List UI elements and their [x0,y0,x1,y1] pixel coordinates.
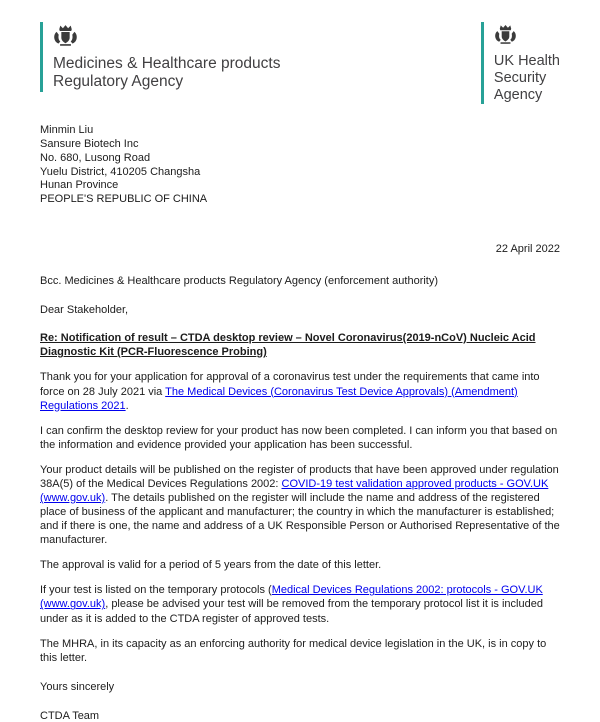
paragraph-mhra-copy: The MHRA, in its capacity as an enforcing authority for medical device legislation in the UK, is in copy to this letter. [40,637,547,664]
royal-crest-icon [494,24,560,49]
paragraph-register-details [40,463,560,547]
letterhead [40,22,560,104]
ukhsa-logo-line2: Security [493,70,547,87]
letter-date: 22 April 2022 [495,242,560,255]
bcc-line: Bcc. Medicines & Healthcare products Regulatory Agency (enforcement authority) [40,274,439,287]
recipient-address-block [40,124,560,207]
paragraph-application [40,370,560,412]
mhra-logo-accent-bar [40,22,43,92]
subject-line: Re: Notification of result – CTDA desktop review – Novel Coronavirus(2019-nCoV) Nucleic Acid Diagnostic Kit (PCR-Fluorescence Probing) [40,331,536,359]
paragraph-temporary-protocols [40,583,560,625]
paragraph-approval-validity: The approval is valid for a period of 5 years from the date of this letter. [40,559,382,572]
recipient-district: Yuelu District, 410205 Changsha [40,165,201,178]
link-covid19-approved-products[interactable]: COVID-19 test validation approved products - GOV.UK (www.gov.uk) [40,477,549,504]
link-medical-devices-regulations-2021[interactable]: The Medical Devices (Coronavirus Test Device Approvals) (Amendment) Regulations 2021 [40,385,518,412]
paragraph-text: Thank you for your application for approval of a coronavirus test under the requirements that came into force on 28 July 2021 via [40,371,540,398]
mhra-logo [40,22,280,92]
paragraph-text: . The details published on the register will include the name and address of the registered place of business of the applicant and manufacturer; the country in which the manufacturer is established; and if there is one, the name and address of a UK Responsible Person or Authorised Representative of the manufacturer. [40,491,560,547]
recipient-street: No. 680, Lusong Road [40,151,151,164]
mhra-logo-line1: Medicines & Healthcare products [53,55,281,72]
paragraph-text: Your product details will be published on the register of products that have been approved under regulation 38A(5) of the Medical Devices Regulations 2002: [40,463,559,490]
paragraph-text: If your test is listed on the temporary protocols ( [40,584,272,597]
paragraph-text: . [125,399,129,412]
valediction: Yours sincerely [40,680,115,693]
mhra-logo-line2: Regulatory Agency [53,73,184,91]
signature: CTDA Team [40,709,100,722]
link-temporary-protocols[interactable]: Medical Devices Regulations 2002: protocols - GOV.UK (www.gov.uk) [40,584,543,611]
recipient-name: Minmin Liu [40,124,94,137]
ukhsa-logo [481,22,560,104]
paragraph-review-complete: I can confirm the desktop review for your product has now been completed. I can inform you that based on the information and evidence provided your application has been successful. [40,424,558,451]
salutation: Dear Stakeholder, [40,303,129,316]
recipient-company: Sansure Biotech Inc [40,138,139,151]
royal-crest-icon [53,24,280,51]
paragraph-text: , please be advised your test will be removed from the temporary protocol list it is included under as it is added to the CTDA register of approved tests. [40,598,543,625]
ukhsa-logo-accent-bar [481,22,484,104]
ukhsa-logo-line1: UK Health [493,53,560,69]
recipient-country: PEOPLE'S REPUBLIC OF CHINA [40,193,208,206]
ukhsa-logo-line3: Agency [493,87,543,104]
recipient-province: Hunan Province [40,179,119,192]
